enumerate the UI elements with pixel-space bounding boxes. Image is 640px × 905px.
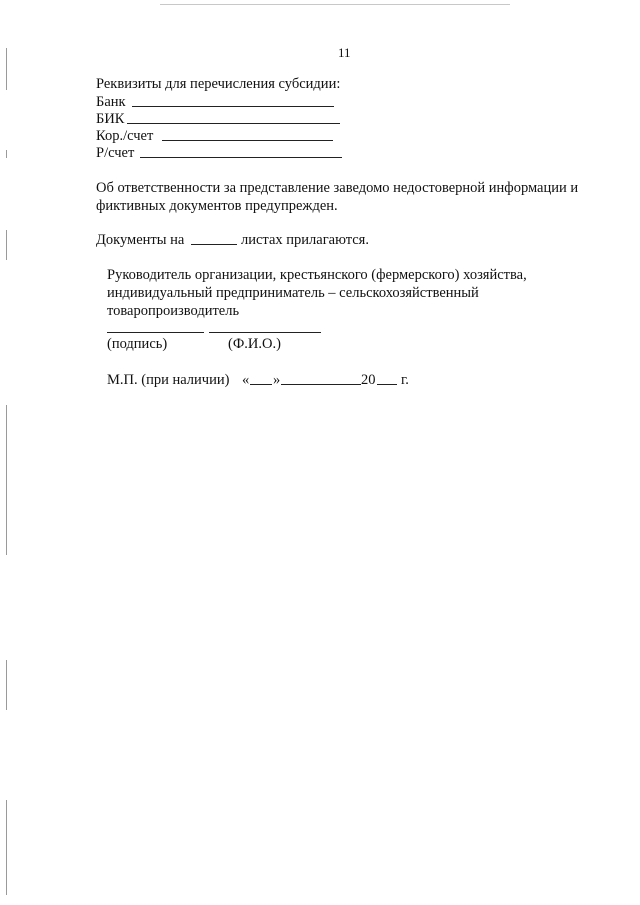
- bank-field-line: [132, 106, 334, 107]
- bik-field-line: [127, 123, 340, 124]
- scan-edge-mark: [6, 48, 7, 90]
- signatory-line-1: Руководитель организации, крестьянского (фермерского) хозяйства,: [107, 267, 527, 283]
- scan-edge-mark: [6, 405, 7, 555]
- name-line: [209, 332, 321, 333]
- signature-caption: (подпись): [107, 336, 168, 352]
- responsibility-line-1: Об ответственности за представление заведомо недостоверной информации и: [96, 180, 579, 196]
- kor-account-field-line: [162, 140, 333, 141]
- month-field-line: [281, 384, 361, 385]
- scan-edge-mark: [6, 800, 7, 895]
- responsibility-line-2: фиктивных документов предупрежден.: [96, 198, 338, 214]
- bik-label: БИК: [96, 111, 125, 127]
- requisites-heading: Реквизиты для перечисления субсидии:: [96, 76, 341, 92]
- signature-line: [107, 332, 204, 333]
- signatory-line-3: товаропроизводитель: [107, 303, 240, 319]
- year-prefix: 20: [361, 372, 376, 388]
- day-field-line: [250, 384, 272, 385]
- settlement-account-label: Р/счет: [96, 145, 135, 161]
- attachments-prefix: Документы на: [96, 232, 185, 248]
- scan-edge-mark: [6, 230, 7, 260]
- settlement-account-field-line: [140, 157, 342, 158]
- scan-edge-mark: [6, 150, 7, 158]
- name-caption: (Ф.И.О.): [228, 336, 281, 352]
- page-number: 11: [338, 45, 351, 60]
- year-suffix: г.: [401, 372, 409, 388]
- scan-top-mark: [160, 4, 510, 5]
- scan-edge-mark: [6, 660, 7, 710]
- attachments-count-line: [191, 244, 237, 245]
- date-close-quote: »: [273, 372, 281, 388]
- attachments-suffix: листах прилагаются.: [241, 232, 369, 248]
- stamp-label: М.П. (при наличии): [107, 372, 230, 388]
- signatory-line-2: индивидуальный предприниматель – сельскохозяйственный: [107, 285, 479, 301]
- date-open-quote: «: [242, 372, 250, 388]
- year-field-line: [377, 384, 397, 385]
- kor-account-label: Кор./счет: [96, 128, 154, 144]
- bank-label: Банк: [96, 94, 126, 110]
